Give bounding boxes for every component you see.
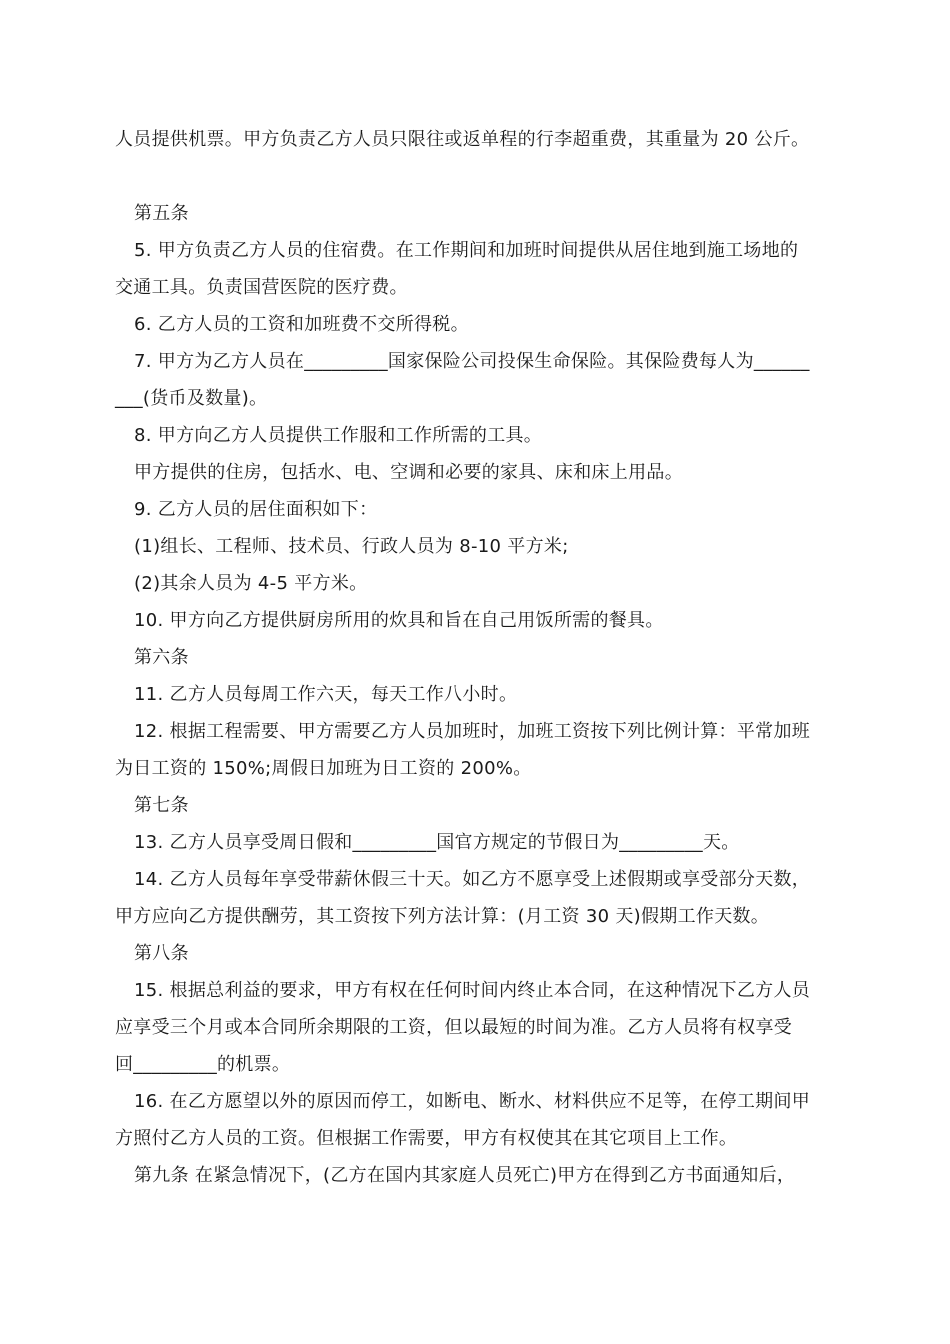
text-line: 8. 甲方向乙方人员提供工作服和工作所需的工具。	[134, 425, 543, 446]
text-line: 回_________的机票。	[115, 1054, 291, 1075]
text-line: 14. 乙方人员每年享受带薪休假三十天。如乙方不愿享受上述假期或享受部分天数，	[134, 869, 811, 890]
text-line: 16. 在乙方愿望以外的原因而停工，如断电、断水、材料供应不足等，在停工期间甲	[134, 1091, 811, 1112]
text-line: 甲方应向乙方提供酬劳，其工资按下列方法计算：(月工资 30 天)假期工作天数。	[115, 906, 770, 927]
text-line: 人员提供机票。甲方负责乙方人员只限往或返单程的行李超重费，其重量为 20 公斤。	[115, 129, 810, 150]
text-line: 方照付乙方人员的工资。但根据工作需要，甲方有权使其在其它项目上工作。	[115, 1128, 738, 1149]
text-line: ___(货币及数量)。	[115, 388, 268, 409]
text-line: 甲方提供的住房，包括水、电、空调和必要的家具、床和床上用品。	[134, 462, 683, 483]
text-line: (2)其余人员为 4-5 平方米。	[134, 573, 368, 594]
text-line: 应享受三个月或本合同所余期限的工资，但以最短的时间为准。乙方人员将有权享受	[115, 1017, 793, 1038]
article-heading: 第六条	[134, 647, 189, 668]
text-line: 10. 甲方向乙方提供厨房所用的炊具和旨在自己用饭所需的餐具。	[134, 610, 664, 631]
text-line: 11. 乙方人员每周工作六天，每天工作八小时。	[134, 684, 518, 705]
text-line: 13. 乙方人员享受周日假和_________国官方规定的节假日为_________天。	[134, 832, 740, 853]
article-heading: 第五条	[134, 203, 189, 224]
text-line: 6. 乙方人员的工资和加班费不交所得税。	[134, 314, 469, 335]
text-line: 15. 根据总利益的要求，甲方有权在任何时间内终止本合同，在这种情况下乙方人员	[134, 980, 811, 1001]
article-heading: 第七条	[134, 795, 189, 816]
article-heading: 第八条	[134, 943, 189, 964]
text-line: 为日工资的 150%;周假日加班为日工资的 200%。	[115, 758, 532, 779]
text-line: 9. 乙方人员的居住面积如下：	[134, 499, 378, 520]
text-line: 12. 根据工程需要、甲方需要乙方人员加班时，加班工资按下列比例计算：平常加班	[134, 721, 811, 742]
text-line: 5. 甲方负责乙方人员的住宿费。在工作期间和加班时间提供从居住地到施工场地的	[134, 240, 799, 261]
text-line: 7. 甲方为乙方人员在_________国家保险公司投保生命保险。其保险费每人为______	[134, 351, 810, 372]
text-line: 交通工具。负责国营医院的医疗费。	[115, 277, 408, 298]
text-line: 第九条 在紧急情况下，(乙方在国内其家庭人员死亡)甲方在得到乙方书面通知后，	[134, 1165, 796, 1186]
text-line: (1)组长、工程师、技术员、行政人员为 8-10 平方米;	[134, 536, 569, 557]
